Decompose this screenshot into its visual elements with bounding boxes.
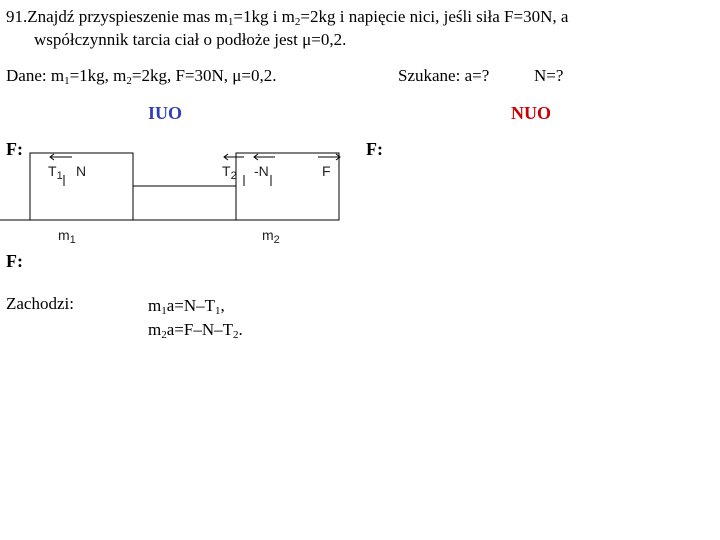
- problem-line-2: współczynnik tarcia ciał o podłoże jest μ=0,2.: [34, 30, 347, 49]
- subscript: 2: [126, 75, 132, 87]
- problem-text: =2kg i napięcie nici, jeśli siła F=30N, a: [300, 7, 569, 26]
- sought-a: Szukane: a=?: [398, 66, 490, 85]
- subscript: 1: [215, 305, 221, 317]
- frame-iuo-label: IUO: [148, 103, 183, 123]
- subscript: 1: [64, 75, 70, 87]
- label-t1: [48, 163, 63, 182]
- label-text: m: [262, 227, 274, 243]
- eq-text: ,: [220, 296, 225, 315]
- eq-text: .: [238, 320, 243, 339]
- subscript: 1: [227, 16, 234, 28]
- label-text: T: [222, 163, 231, 179]
- label-m2: [262, 227, 280, 246]
- subscript: 1: [69, 234, 76, 246]
- given-text: Dane: m: [6, 66, 65, 85]
- problem-text: Znajdź przyspieszenie mas m: [27, 7, 228, 26]
- forces-label-left: F:: [6, 139, 23, 159]
- subscript: 2: [232, 329, 239, 341]
- eq-text: m: [148, 296, 162, 315]
- subscript: 2: [294, 16, 301, 28]
- sought-n: N=?: [534, 66, 564, 85]
- eq-text: a=F–N–T: [166, 320, 233, 339]
- subscript: 2: [161, 329, 167, 341]
- label-text: T: [48, 163, 57, 179]
- equation-2: [148, 320, 243, 340]
- problem-number: 91.: [6, 7, 28, 26]
- label-neg-n: -N: [254, 163, 269, 179]
- forces-label-lower: F:: [6, 251, 23, 271]
- label-t2: [222, 163, 237, 182]
- frame-nuo-label: NUO: [511, 103, 551, 123]
- eq-text: a=N–T: [166, 296, 216, 315]
- subscript: 1: [161, 305, 167, 317]
- label-f: F: [322, 163, 331, 179]
- subscript: 1: [56, 170, 63, 182]
- subscript: 2: [230, 170, 237, 182]
- zachodzi-label: Zachodzi:: [6, 294, 74, 313]
- label-n: N: [76, 163, 87, 179]
- given-text: =1kg, m: [69, 66, 127, 85]
- equation-1: [148, 296, 225, 316]
- subscript: 2: [273, 234, 280, 246]
- label-m1: [58, 227, 76, 246]
- label-text: m: [58, 227, 70, 243]
- problem-text: =1kg i m: [233, 7, 295, 26]
- given-text: =2kg, F=30N, μ=0,2.: [131, 66, 277, 85]
- eq-text: m: [148, 320, 162, 339]
- forces-label-right: F:: [366, 139, 383, 159]
